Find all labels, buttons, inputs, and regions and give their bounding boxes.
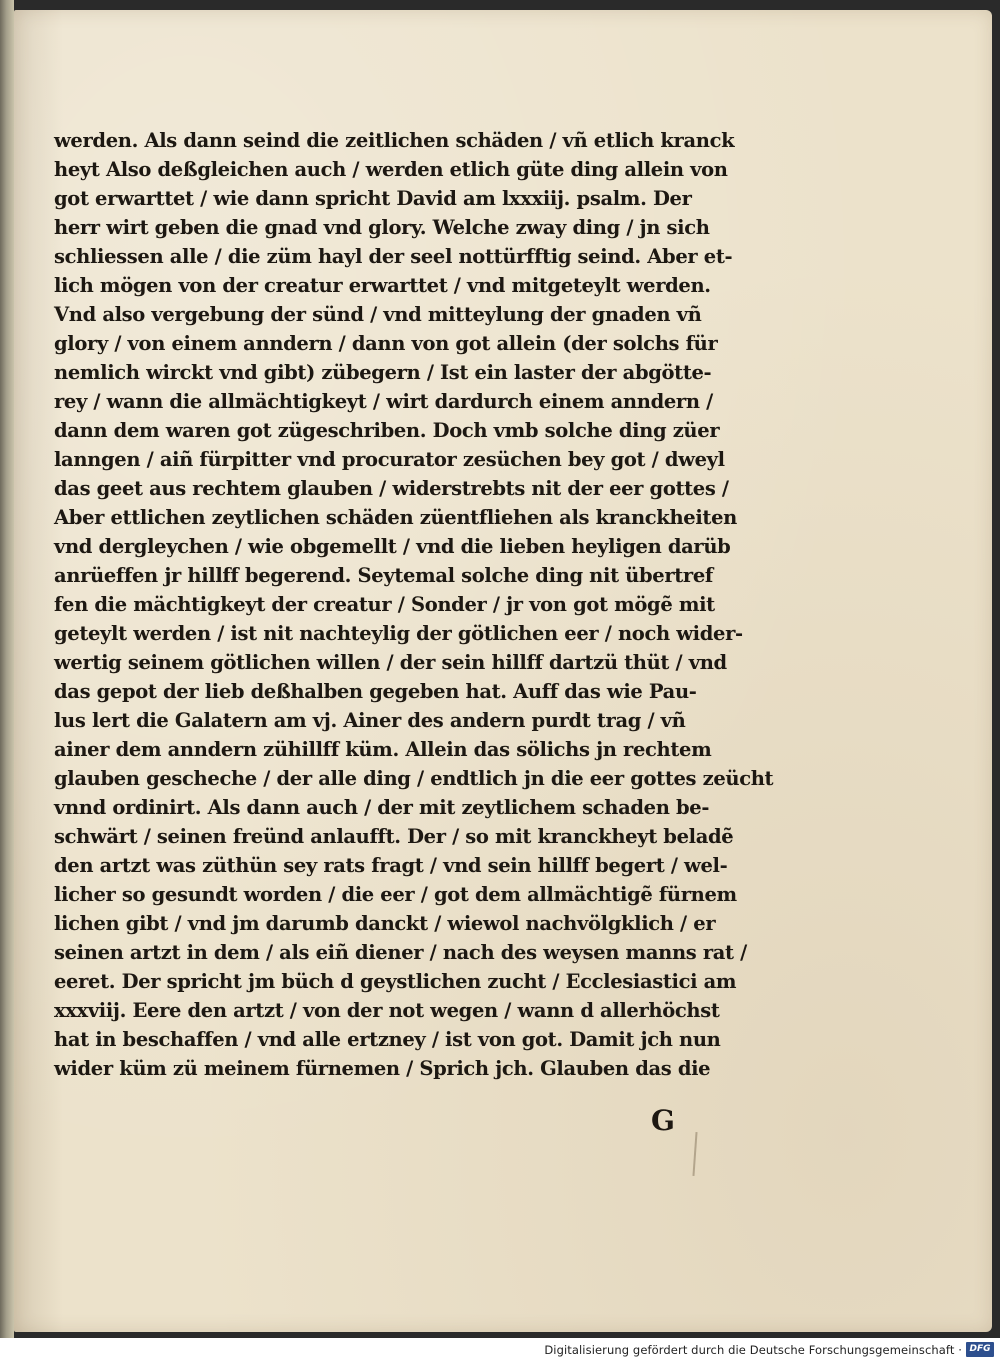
margin-pen-stroke [692,1132,697,1176]
dfg-logo-icon: DFG [966,1342,994,1357]
footer-bar [0,1338,1000,1362]
text-line: geteylt werden / ist nit nachteylig der götlichen eer / noch wider- [54,622,743,645]
book-page [14,10,992,1332]
text-line: lich mögen von der creatur erwarttet / vnd mitgeteylt werden. [54,274,711,297]
text-line: seinen artzt in dem / als eiñ diener / nach des weysen manns rat / [54,941,747,964]
text-line: das geet aus rechtem glauben / widerstrebts nit der eer gottes / [54,477,729,500]
text-line: rey / wann die allmächtigkeyt / wirt dardurch einem anndern / [54,390,713,413]
text-line: anrüeffen jr hillff begerend. Seytemal solche ding nit übertref [54,564,713,587]
text-line: den artzt was züthün sey rats fragt / vnd sein hillff begert / wel- [54,854,728,877]
text-line: schwärt / seinen freünd anlaufft. Der / so mit kranckheyt beladẽ [54,825,734,848]
text-line: wider küm zü meinem fürnemen / Sprich jch. Glauben das die [54,1057,711,1080]
text-line: ainer dem anndern zühillff küm. Allein das sölichs jn rechtem [54,738,712,761]
text-line: heyt Also deßgleichen auch / werden etlich güte ding allein von [54,158,728,181]
text-line: hat in beschaffen / vnd alle ertzney / ist von got. Damit jch nun [54,1028,721,1051]
signature-mark: G [651,1104,675,1137]
funding-credit: Digitalisierung gefördert durch die Deutsche Forschungsgemeinschaft · [544,1343,962,1357]
book-binding-edge [0,0,14,1338]
text-line: lichen gibt / vnd jm darumb danckt / wiewol nachvölgklich / er [54,912,716,935]
text-line: das gepot der lieb deßhalben gegeben hat. Auff das wie Pau- [54,680,697,703]
text-line: licher so gesundt worden / die eer / got dem allmächtigẽ fürnem [54,883,737,906]
text-line: eeret. Der spricht jm büch d geystlichen zucht / Ecclesiastici am [54,970,737,993]
text-line: nemlich wirckt vnd gibt) zübegern / Ist ein laster der abgötte- [54,361,712,384]
text-line: xxxviij. Eere den artzt / von der not wegen / wann d allerhöchst [54,999,720,1022]
text-line: wertig seinem götlichen willen / der sein hillff dartzü thüt / vnd [54,651,727,674]
text-line: werden. Als dann seind die zeitlichen schäden / vñ etlich kranck [54,129,735,152]
text-line: dann dem waren got zügeschriben. Doch vmb solche ding züer [54,419,720,442]
text-line: glauben gescheche / der alle ding / endtlich jn die eer gottes zeücht [54,767,774,790]
text-line: glory / von einem anndern / dann von got allein (der solchs für [54,332,718,355]
text-line: vnnd ordinirt. Als dann auch / der mit zeytlichem schaden be- [54,796,710,819]
text-line: Vnd also vergebung der sünd / vnd mitteylung der gnaden vñ [54,303,702,326]
text-line: fen die mächtigkeyt der creatur / Sonder / jr von got mögẽ mit [54,593,715,616]
text-line: Aber ettlichen zeytlichen schäden züentfliehen als kranckheiten [54,506,737,529]
text-line: vnd dergleychen / wie obgemellt / vnd die lieben heyligen darüb [54,535,731,558]
text-line: herr wirt geben die gnad vnd glory. Welche zway ding / jn sich [54,216,710,239]
text-line: lanngen / aiñ fürpitter vnd procurator zesüchen bey got / dweyl [54,448,725,471]
text-line: lus lert die Galatern am vj. Ainer des andern purdt trag / vñ [54,709,686,732]
text-line: got erwarttet / wie dann spricht David am lxxxiij. psalm. Der [54,187,692,210]
text-line: schliessen alle / die züm hayl der seel nottürfftig seind. Aber et- [54,245,733,268]
page-text-block [54,126,774,1083]
